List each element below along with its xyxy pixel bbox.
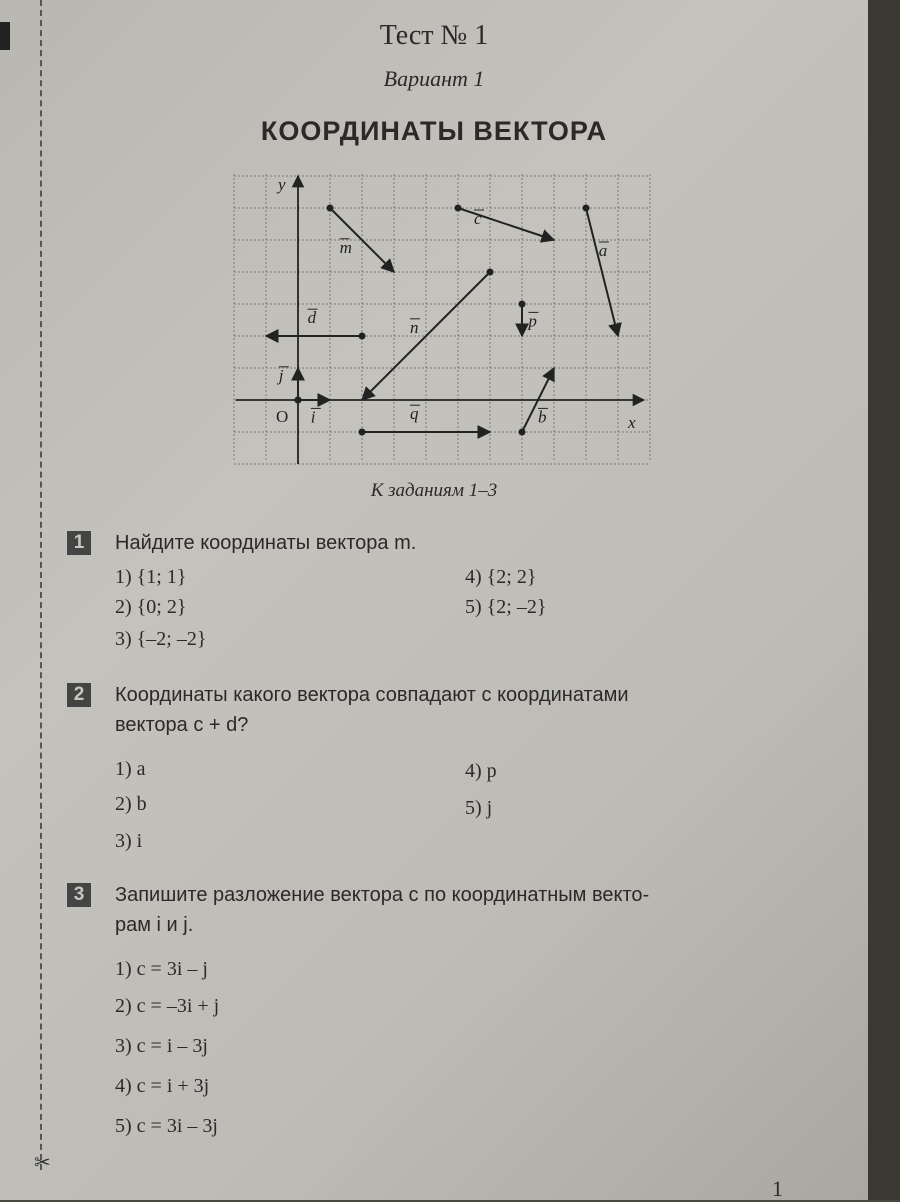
task-question-line-2: вектора c + d? bbox=[115, 714, 249, 736]
vector-n-start-point bbox=[488, 270, 493, 275]
option-2[interactable]: 2) b bbox=[115, 793, 147, 815]
vector-i-start-point bbox=[296, 398, 301, 403]
test-title: Тест № 1 bbox=[379, 20, 489, 51]
option-1[interactable]: 1) c = 3i – j bbox=[115, 958, 208, 980]
option-3[interactable]: 3) {–2; –2} bbox=[115, 628, 207, 650]
vector-n-label: n bbox=[410, 317, 419, 337]
option-2[interactable]: 2) {0; 2} bbox=[115, 596, 187, 618]
cut-line bbox=[40, 0, 42, 1170]
option-4[interactable]: 4) p bbox=[465, 760, 497, 782]
task-question: Найдите координаты вектора m. bbox=[115, 532, 417, 554]
axis-y-label: y bbox=[278, 175, 286, 194]
option-5[interactable]: 5) j bbox=[465, 797, 493, 819]
task-number: 1 bbox=[67, 531, 91, 555]
option-4[interactable]: 4) c = i + 3j bbox=[115, 1075, 210, 1097]
vector-c-start-point bbox=[456, 206, 461, 211]
vector-c-label: c bbox=[474, 209, 482, 228]
vector-m-start-point bbox=[328, 206, 333, 211]
vector-grid-figure bbox=[232, 170, 652, 466]
vector-a-label: a bbox=[598, 241, 608, 260]
figure-caption: К заданиям 1–3 bbox=[370, 480, 498, 501]
axis-x-label: x bbox=[628, 413, 636, 432]
task-question-line-1: Координаты какого вектора совпадают с координатами bbox=[115, 684, 629, 706]
option-4[interactable]: 4) {2; 2} bbox=[465, 566, 537, 588]
origin-label: O bbox=[276, 407, 289, 426]
option-3[interactable]: 3) c = i – 3j bbox=[115, 1035, 208, 1057]
option-2[interactable]: 2) c = –3i + j bbox=[115, 995, 220, 1017]
vector-p-start-point bbox=[520, 302, 525, 307]
vector-c-arrow bbox=[458, 208, 554, 240]
page-number: 1 bbox=[772, 1176, 783, 1201]
option-1[interactable]: 1) a bbox=[115, 758, 146, 780]
task-number: 2 bbox=[67, 683, 91, 707]
vector-d-start-point bbox=[360, 334, 365, 339]
topic-heading: КООРДИНАТЫ ВЕКТОРА bbox=[260, 116, 608, 146]
task-question-line-1: Запишите разложение вектора c по координатным векто- bbox=[115, 884, 650, 906]
task-number: 3 bbox=[67, 883, 91, 907]
vector-d-label: d bbox=[307, 308, 317, 328]
vector-m-label: m bbox=[339, 237, 352, 257]
option-1[interactable]: 1) {1; 1} bbox=[115, 566, 187, 588]
vector-q-label: q bbox=[410, 404, 419, 424]
vector-q-start-point bbox=[360, 430, 365, 435]
variant-label: Вариант 1 bbox=[383, 66, 485, 91]
option-5[interactable]: 5) c = 3i – 3j bbox=[115, 1115, 218, 1137]
background-edge bbox=[868, 0, 900, 1200]
task-3 bbox=[60, 880, 800, 1150]
vector-i-label: i bbox=[310, 407, 316, 427]
vector-p-label: p bbox=[528, 311, 537, 331]
option-3[interactable]: 3) i bbox=[115, 830, 143, 852]
option-5[interactable]: 5) {2; –2} bbox=[465, 596, 547, 618]
task-1 bbox=[60, 528, 800, 658]
task-question-line-2: рам i и j. bbox=[115, 914, 194, 936]
scissors-icon: ✂ bbox=[34, 1152, 51, 1174]
vector-b-start-point bbox=[520, 430, 525, 435]
vector-b-label: b bbox=[538, 407, 547, 427]
vector-j-label: j bbox=[278, 365, 284, 385]
vector-a-start-point bbox=[584, 206, 589, 211]
task-2 bbox=[60, 680, 800, 860]
